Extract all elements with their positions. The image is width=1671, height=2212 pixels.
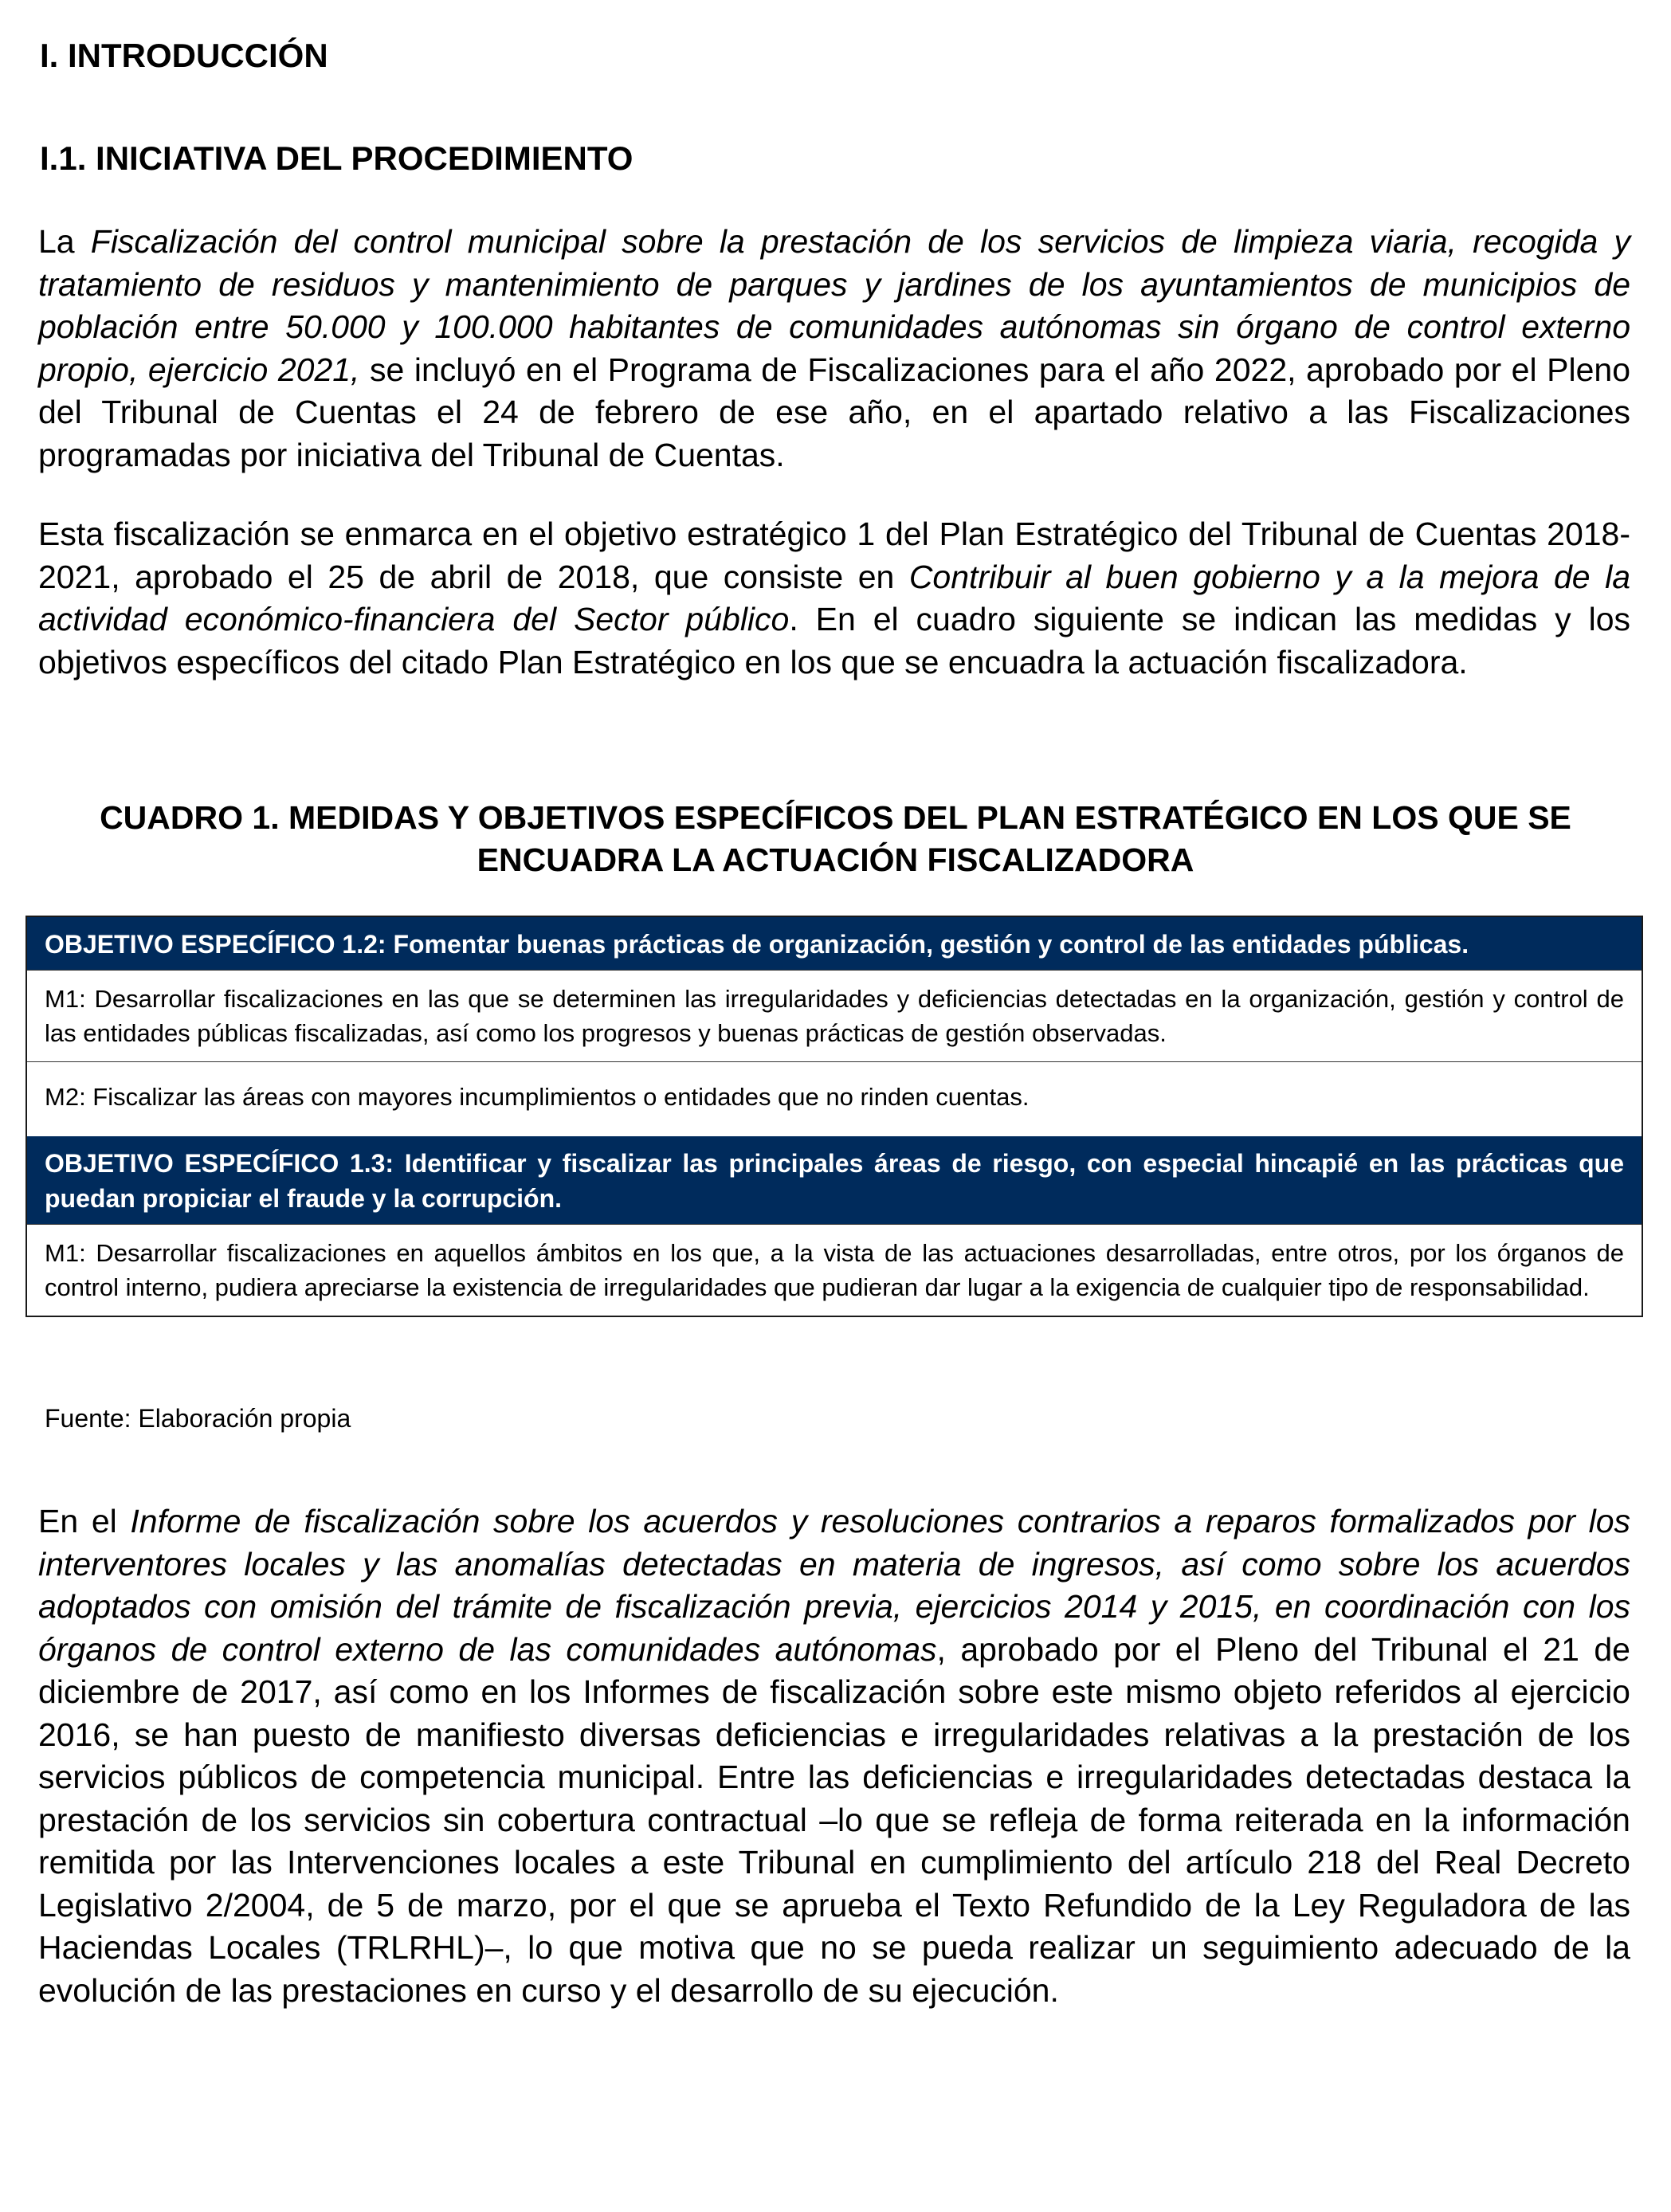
measure-row: M1: Desarrollar fiscalizaciones en las que se determinen las irregularidades y deficiencias detectadas en la organización, gestión y control de las entidades públicas fiscalizadas, así como los progresos y buenas prácticas de gestión observadas. [27,970,1642,1061]
subsection-heading: I.1. INICIATIVA DEL PROCEDIMIENTO [40,139,633,177]
table-source: Fuente: Elaboración propia [45,1404,351,1433]
measure-row: M1: Desarrollar fiscalizaciones en aquellos ámbitos en los que, a la vista de las actuaciones desarrolladas, entre otros, por los órganos de control interno, pudiera apreciarse la existencia de irregularidades que pudieran dar lugar a la exigencia de cualquier tipo de responsabilidad. [27,1224,1642,1316]
p1-italic-title: Fiscalización del control municipal sobre la prestación de los servicios de limpieza viaria, recogida y tratamiento de residuos y mantenimiento de parques y jardines de los ayuntamientos de municipios de población entre 50.000 y 100.000 habitantes de comunidades autónomas sin órgano de control externo propio, ejercicio 2021, [38,223,1631,388]
p2-rest: . En el cuadro siguiente se indican las medidas y los objetivos específicos del citado Plan Estratégico en los que se encuadra la actuación fiscalizadora. [38,601,1631,680]
p1-prefix: La [38,223,91,260]
paragraph-previous-reports [38,1500,1630,2012]
objective-header: OBJETIVO ESPECÍFICO 1.2: Fomentar buenas prácticas de organización, gestión y control de las entidades públicas. [27,917,1642,970]
p1-rest: se incluyó en el Programa de Fiscalizaciones para el año 2022, aprobado por el Pleno del Tribunal de Cuentas el 24 de febrero de ese año, en el apartado relativo a las Fiscalizaciones programadas por iniciativa del Tribunal de Cuentas. [38,351,1630,473]
p3-italic-report: Informe de fiscalización sobre los acuerdos y resoluciones contrarios a reparos formalizados por los interventores locales y las anomalías detectadas en materia de ingresos, así como sobre los acuerdos adoptados con omisión del trámite de fiscalización previa, ejercicios 2014 y 2015, en coordinación con los órganos de control externo de las comunidades autónomas [38,1503,1630,1668]
paragraph-initiative [38,221,1630,477]
measure-row: M2: Fiscalizar las áreas con mayores incumplimientos o entidades que no rinden cuentas. [27,1061,1642,1136]
p3-prefix: En el [38,1503,131,1539]
paragraph-strategic-plan [38,513,1630,684]
section-heading: I. INTRODUCCIÓN [40,37,328,74]
p3-rest: , aprobado por el Pleno del Tribunal el 21 de diciembre de 2017, así como en los Informes de fiscalización sobre este mismo objeto referidos al ejercicio 2016, se han puesto de manifiesto diversas deficiencias e irregularidades relativas a la prestación de los servicios públicos de competencia municipal. Entre las deficiencias e irregularidades detectadas destaca la prestación de los servicios sin cobertura contractual –lo que se refleja de forma reiterada en la información remitida por las Intervenciones locales a este Tribunal en cumplimiento del artículo 218 del Real Decreto Legislativo 2/2004, de 5 de marzo, por el que se aprueba el Texto Refundido de la Ley Reguladora de las Haciendas Locales (TRLRHL)–, lo que motiva que no se pueda realizar un seguimiento adecuado de la evolución de las prestaciones en curso y el desarrollo de su ejecución. [38,1630,1630,2009]
table-title: CUADRO 1. MEDIDAS Y OBJETIVOS ESPECÍFICOS DEL PLAN ESTRATÉGICO EN LOS QUE SE ENCUADRA LA ACTUACIÓN FISCALIZADORA [100,799,1571,878]
p2-prefix: Esta fiscalización se enmarca en el objetivo estratégico 1 del Plan Estratégico del Tribunal de Cuentas 2018-2021, aprobado el 25 de abril de 2018, que consiste en [38,516,1630,595]
p2-italic-goal: Contribuir al buen gobierno y a la mejora de la actividad económico-financiera del Sector público [38,558,1630,637]
objective-header: OBJETIVO ESPECÍFICO 1.3: Identificar y fiscalizar las principales áreas de riesgo, con especial hincapié en las prácticas que puedan propiciar el fraude y la corrupción. [27,1136,1642,1224]
objectives-table [25,916,1643,1317]
